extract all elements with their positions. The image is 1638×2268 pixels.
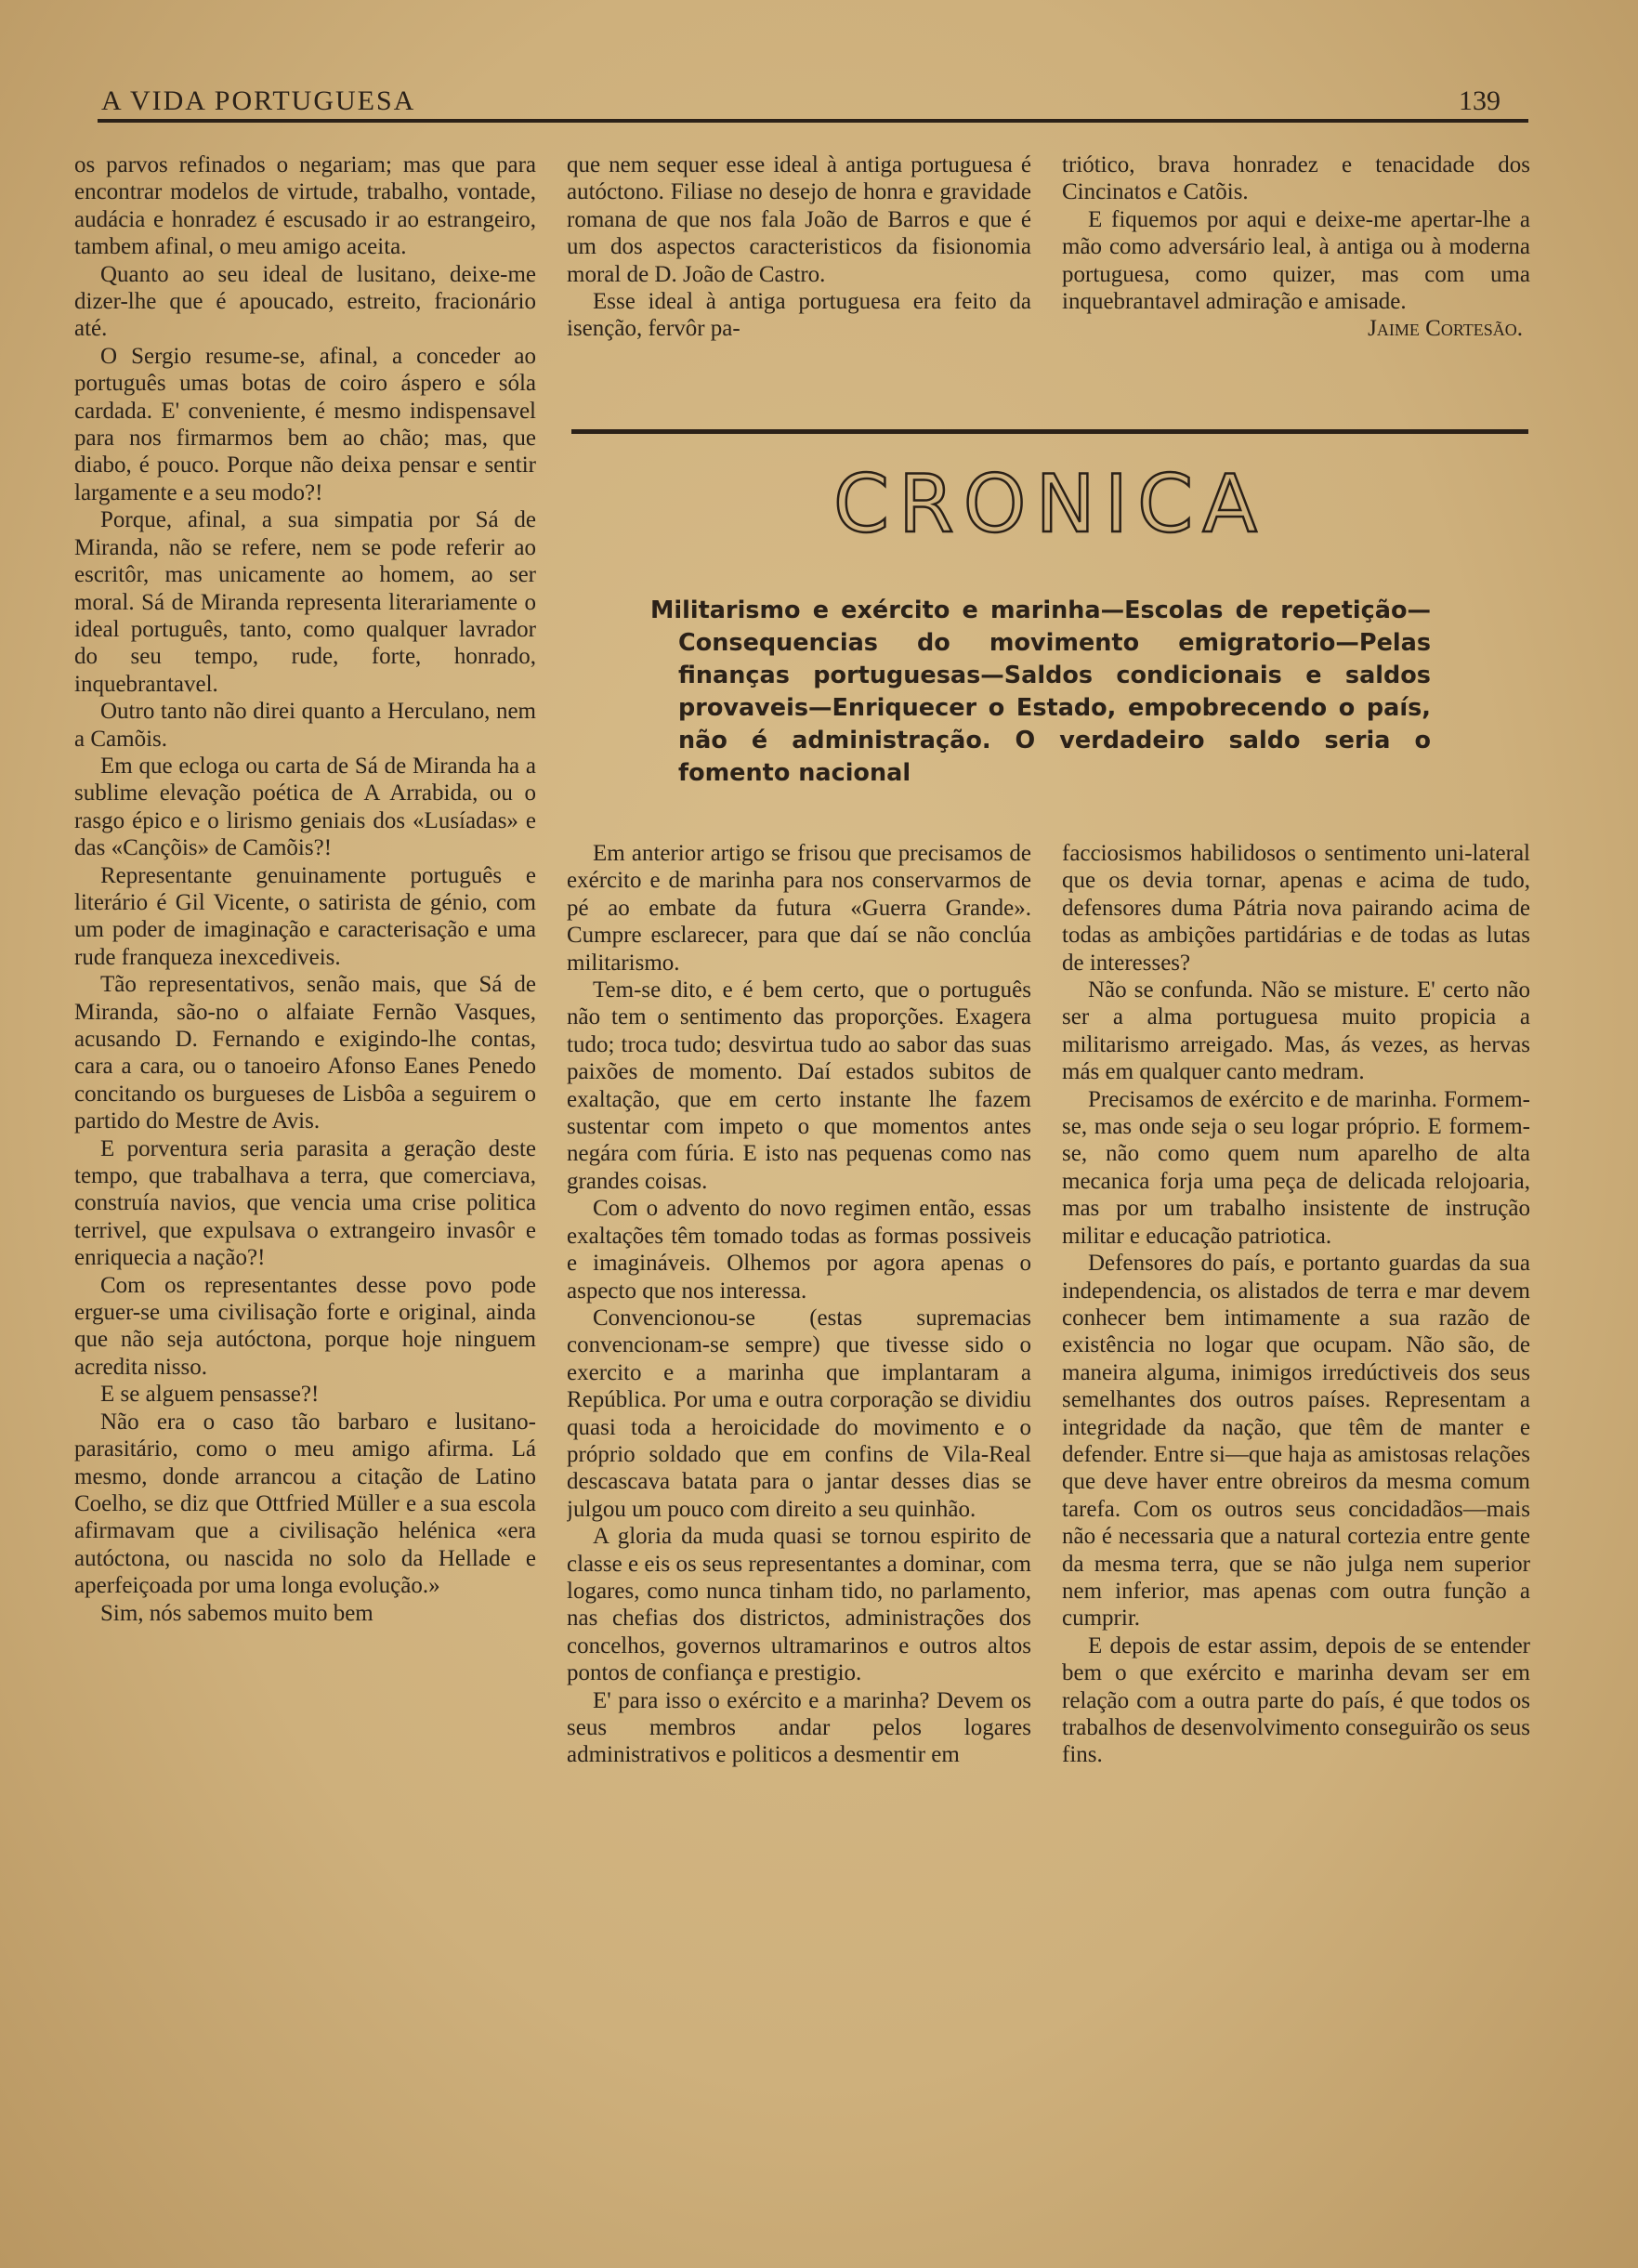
- paragraph: O Sergio resume-se, afinal, a conceder ao português umas botas de coiro áspero e sóla cardada. E' conveniente, é mesmo indispensavel para nos firmarmos bem ao chão; mas, que diabo, é pouco. Porque não deixa pensar e sentir largamente e a seu modo?!: [74, 343, 536, 505]
- paragraph: os parvos refinados o negariam; mas que para encontrar modelos de virtude, trabalho, vontade, audácia e honradez é escusado ir ao estrangeiro, tambem afinal, o meu amigo aceita.: [74, 152, 536, 260]
- paragraph: Sim, nós sabemos muito bem: [100, 1600, 373, 1626]
- paragraph: facciosismos habilidosos o sentimento uni-lateral que os devia tornar, apenas e acima de tudo, defensores duma Pátria nova pairando acima de todas as ambições partidárias e de todas as lutas de interesses?: [1062, 841, 1530, 976]
- paragraph: triótico, brava honradez e tenacidade dos Cincinatos e Catõis.: [1062, 152, 1530, 205]
- section-heading: CRONICA: [832, 458, 1267, 551]
- paragraph: Tem-se dito, e é bem certo, que o português não tem o sentimento das proporções. Exagera tudo; troca tudo; desvirtua tudo ao sabor das suas paixões de momento. Daí estados subitos de exaltação, que em certo instante lhe fazem sustentar com impeto o que momentos antes negára com fúria. E isto nas pequenas como nas grandes coisas.: [567, 977, 1031, 1194]
- paragraph: Em que ecloga ou carta de Sá de Miranda ha a sublime elevação poética de A Arrabida, ou o rasgo épico e o lirismo geniais dos «Lusíadas» e das «Cançõis» de Camõis?!: [74, 753, 536, 861]
- paragraph: E depois de estar assim, depois de se entender bem o que exército e marinha devam ser em relação com a outra parte do país, é que todos os trabalhos de desenvolvimento conseguirão os seus fins.: [1062, 1632, 1530, 1768]
- paragraph: Precisamos de exército e de marinha. Formem-se, mas onde seja o seu logar próprio. E formem-se, não como quem num aparelho de alta mecanica forja uma peça de delicada relojoaria, mas por um trabalho insistente de instrução militar e educação patriotica.: [1062, 1086, 1530, 1249]
- article-column-3: [1062, 151, 1530, 398]
- paragraph: E fiquemos por aqui e deixe-me apertar-lhe a mão como adversário leal, à antiga ou à moderna portuguesa, como quizer, mas com uma inquebrantavel admiração e amisade.: [1062, 206, 1530, 315]
- paragraph: A gloria da muda quasi se tornou espirito de classe e eis os seus representantes a dominar, com logares, como nunca tinham tido, no parlamento, nas chefias dos districtos, administrações dos concelhos, governos ultramarinos e outros altos pontos de confiança e prestigio.: [567, 1524, 1031, 1686]
- section-summary: Militarismo e exército e marinha—Escolas de repetição—Consequencias do movimento emigratorio—Pelas finanças portuguesas—Saldos condicionais e saldos provaveis—Enriquecer o Estado, empobrecendo o país, não é administração. O verdadeiro saldo seria o fomento nacional: [650, 596, 1431, 787]
- paragraph: E' para isso o exército e a marinha? Devem os seus membros andar pelos logares administrativos e politicos a desmentir em: [567, 1687, 1031, 1768]
- paragraph: Quanto ao seu ideal de lusitano, deixe-me dizer-lhe que é apoucado, estreito, fracionário até.: [74, 261, 536, 342]
- paragraph: Defensores do país, e portanto guardas da sua independencia, os alistados de terra e mar devem conhecer bem intimamente a sua razão de existência no logar que ocupam. Não são, de maneira alguma, inimigos irredúctiveis dos seus semelhantes dos outros países. Representam a integridade da nação, que têm de manter e defender. Entre si—que haja as amistosas relações que deve haver entre obreiros da mesma comum tarefa. Com os outros seus concidadãos—mais não é necessaria que a natural cortezia entre gente da mesma terra, que se não julga nem superior nem inferior, mas apenas com outra função a cumprir.: [1062, 1251, 1530, 1632]
- paragraph: Convencionou-se (estas supremacias convencionam-se sempre) que tivesse sido o exercito e a marinha que implantaram a República. Por uma e outra corporação se dividiu quasi toda a heroicidade do movimento e o próprio soldado que em confins de Vila-Real descascava batata para o jantar desses dias se julgou um pouco com direito a seu quinhão.: [567, 1304, 1031, 1522]
- paragraph: Não era o caso tão barbaro e lusitano-parasitário, como o meu amigo afirma. Lá mesmo, donde arrancou a citação de Latino Coelho, se diz que Ottfried Müller e a sua escola afirmavam que a civilisação helénica «era autóctona, ou nascida no solo da Hellade e aperfeiçoada por uma longa evolução.»: [74, 1409, 536, 1599]
- publication-title: A VIDA PORTUGUESA: [101, 85, 416, 116]
- paragraph: Não se confunda. Não se misture. E' certo não ser a alma portuguesa muito propicia a militarismo arreigado. Mas, ás vezes, as hervas más em qualquer canto medram.: [1062, 977, 1530, 1085]
- section-divider: [571, 429, 1528, 434]
- paragraph: Tão representativos, senão mais, que Sá de Miranda, são-no o alfaiate Fernão Vasques, acusando D. Fernando e exigindo-lhe contas, cara a cara, ou o tanoeiro Afonso Eanes Penedo concitando os burgueses de Lisbôa a seguirem o partido do Mestre de Avis.: [74, 972, 536, 1134]
- paragraph: Em anterior artigo se frisou que precisamos de exército e de marinha para nos conservarmos de pé ao embate da futura «Guerra Grande». Cumpre esclarecer, para que daí se não conclúa militarismo.: [567, 841, 1031, 976]
- paragraph: Porque, afinal, a sua simpatia por Sá de Miranda, não se refere, nem se pode referir ao escritôr, mas unicamente ao homem, ao ser moral. Sá de Miranda representa literariamente o ideal português, tanto, como qualquer lavrador do seu tempo, rude, forte, honrado, inquebrantavel.: [74, 507, 536, 697]
- paragraph: Com o advento do novo regimen então, essas exaltações têm tomado todas as formas possiveis e imagináveis. Olhemos por agora apenas o aspecto que nos interessa.: [567, 1196, 1031, 1304]
- page-header: [98, 85, 1528, 119]
- author-signature: Jaime Cortesão.: [1368, 316, 1523, 342]
- cronica-column-2: [1062, 840, 1530, 2131]
- paragraph: Esse ideal à antiga portuguesa era feito da isenção, fervôr pa-: [567, 289, 1031, 342]
- article-column-2: [567, 151, 1031, 430]
- paragraph: Com os representantes desse povo pode erguer-se uma civilisação forte e original, ainda que não seja autóctona, porque hoje ninguem acredita nisso.: [74, 1272, 536, 1380]
- paragraph: que nem sequer esse ideal à antiga portuguesa é autóctono. Filiase no desejo de honra e gravidade romana de que nos fala João de Barros e que é um dos aspectos caracteristicos da fisionomia moral de D. João de Castro.: [567, 152, 1031, 287]
- cronica-column-1: [567, 840, 1031, 2131]
- paragraph: Outro tanto não direi quanto a Herculano, nem a Camõis.: [74, 699, 536, 752]
- paragraph: E porventura seria parasita a geração deste tempo, que trabalhava a terra, que comerciava, construía navios, que vencia uma crise politica terrivel, que expulsava o extrangeiro invasôr e enriquecia a nação?!: [74, 1135, 536, 1271]
- paragraph: Representante genuinamente português e literário é Gil Vicente, o satirista de génio, com um poder de imaginação e caracterisação e uma rude franqueza inexcediveis.: [74, 862, 536, 970]
- paragraph: E se alguem pensasse?!: [100, 1382, 320, 1408]
- page-number: 139: [1459, 85, 1500, 116]
- article-column-1: [74, 151, 536, 2130]
- header-rule: [98, 119, 1528, 123]
